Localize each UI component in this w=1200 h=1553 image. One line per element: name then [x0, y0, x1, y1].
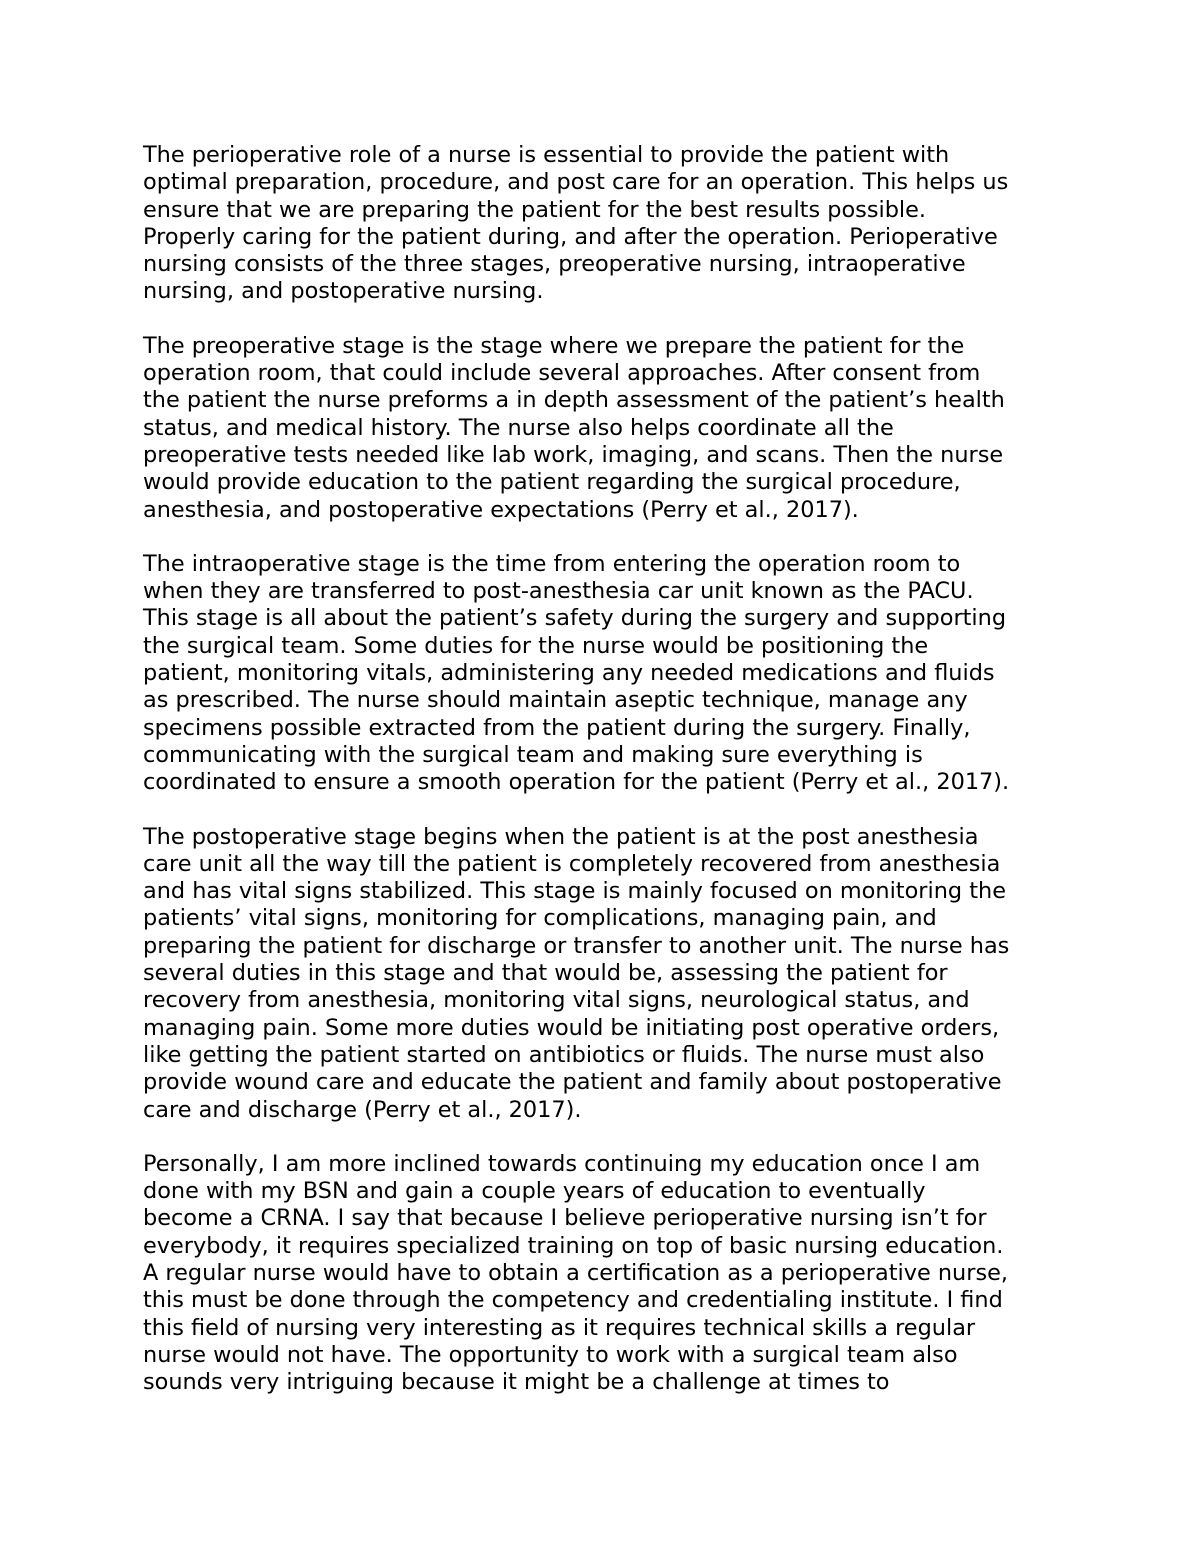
- text-line: nursing consists of the three stages, preoperative nursing, intraoperative: [143, 251, 966, 278]
- text-line: The perioperative role of a nurse is essential to provide the patient with: [143, 142, 950, 168]
- document-body: [143, 142, 1063, 1423]
- text-line: Properly caring for the patient during, and after the operation. Perioperative: [143, 223, 998, 250]
- text-line: when they are transferred to post-anesthesia car unit known as the PACU.: [143, 578, 974, 605]
- text-line: This stage is all about the patient’s safety during the surgery and supporting: [143, 605, 1007, 632]
- text-line: and has vital signs stabilized. This stage is mainly focused on monitoring the: [143, 878, 1006, 905]
- text-line: care unit all the way till the patient is completely recovered from anesthesia: [143, 850, 1001, 877]
- text-line: The intraoperative stage is the time from entering the operation room to: [143, 550, 961, 577]
- text-line: ensure that we are preparing the patient for the best results possible.: [143, 196, 927, 223]
- text-line: as prescribed. The nurse should maintain aseptic technique, manage any: [143, 687, 968, 714]
- text-line: several duties in this stage and that would be, assessing the patient for: [143, 960, 948, 987]
- text-line: like getting the patient started on antibiotics or fluids. The nurse must also: [143, 1041, 985, 1068]
- text-line: nursing, and postoperative nursing.: [143, 278, 544, 305]
- text-line: recovery from anesthesia, monitoring vital signs, neurological status, and: [143, 987, 970, 1014]
- text-line: optimal preparation, procedure, and post care for an operation. This helps us: [143, 169, 1009, 196]
- text-line: anesthesia, and postoperative expectations (Perry et al., 2017).: [143, 496, 859, 523]
- text-line: operation room, that could include several approaches. After consent from: [143, 360, 981, 387]
- text-line: this field of nursing very interesting as it requires technical skills a regular: [143, 1314, 976, 1341]
- text-line: managing pain. Some more duties would be initiating post operative orders,: [143, 1014, 1000, 1041]
- text-line: The postoperative stage begins when the patient is at the post anesthesia: [143, 823, 979, 850]
- text-line: patients’ vital signs, monitoring for complications, managing pain, and: [143, 905, 937, 932]
- text-line: provide wound care and educate the patient and family about postoperative: [143, 1069, 1002, 1096]
- text-line: nurse would not have. The opportunity to work with a surgical team also: [143, 1341, 958, 1368]
- paragraph-intro: [143, 142, 1063, 306]
- text-line: preoperative tests needed like lab work, imaging, and scans. Then the nurse: [143, 441, 1004, 468]
- text-line: A regular nurse would have to obtain a certification as a perioperative nurse,: [143, 1259, 1009, 1286]
- text-line: the patient the nurse preforms a in depth assessment of the patient’s health: [143, 387, 1005, 414]
- text-line: everybody, it requires specialized training on top of basic nursing education.: [143, 1232, 1004, 1259]
- text-line: specimens possible extracted from the patient during the surgery. Finally,: [143, 714, 971, 741]
- text-line: status, and medical history. The nurse also helps coordinate all the: [143, 414, 894, 441]
- text-line: patient, monitoring vitals, administering any needed medications and fluids: [143, 660, 995, 687]
- text-line: Personally, I am more inclined towards continuing my education once I am: [143, 1150, 981, 1177]
- text-line: preparing the patient for discharge or transfer to another unit. The nurse has: [143, 932, 1010, 959]
- text-line: communicating with the surgical team and making sure everything is: [143, 741, 923, 768]
- text-line: this must be done through the competency and credentialing institute. I find: [143, 1287, 1003, 1314]
- text-line: care and discharge (Perry et al., 2017).: [143, 1096, 582, 1123]
- text-line: become a CRNA. I say that because I believe perioperative nursing isn’t for: [143, 1205, 987, 1232]
- paragraph-intraoperative: [143, 551, 1063, 797]
- text-line: done with my BSN and gain a couple years of education to eventually: [143, 1178, 926, 1205]
- text-line: coordinated to ensure a smooth operation for the patient (Perry et al., 2017).: [143, 769, 1010, 796]
- text-line: The preoperative stage is the stage where we prepare the patient for the: [143, 332, 965, 359]
- text-line: would provide education to the patient regarding the surgical procedure,: [143, 469, 961, 496]
- text-line: sounds very intriguing because it might be a challenge at times to: [143, 1369, 890, 1396]
- paragraph-personal: [143, 1151, 1063, 1397]
- paragraph-postoperative: [143, 824, 1063, 1124]
- paragraph-preoperative: [143, 333, 1063, 524]
- text-line: the surgical team. Some duties for the nurse would be positioning the: [143, 632, 929, 659]
